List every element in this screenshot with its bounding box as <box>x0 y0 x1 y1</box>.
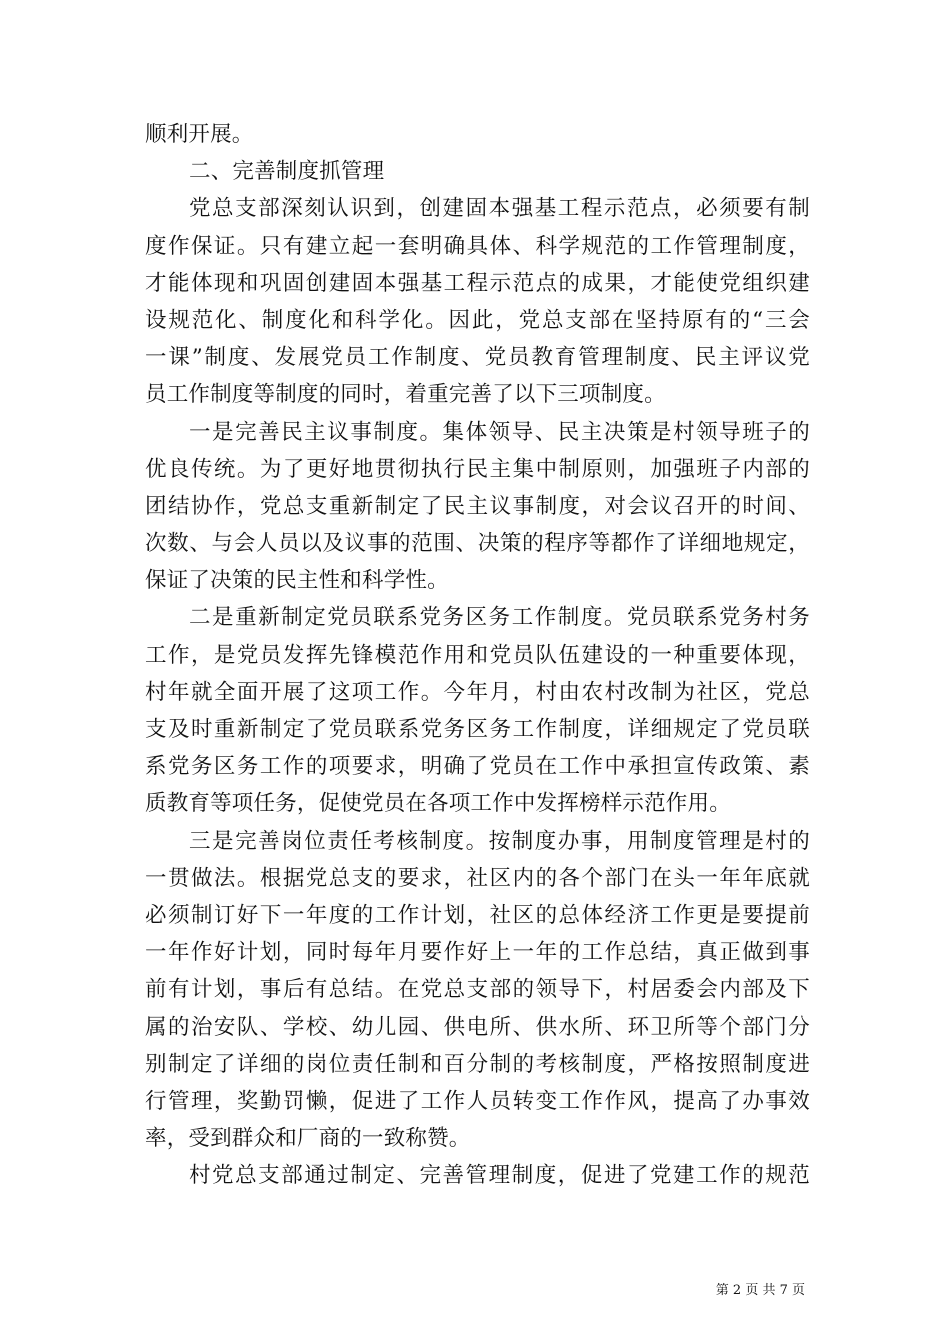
text-line: 必须制订好下一年度的工作计划，社区的总体经济工作更是要提前 <box>145 902 810 928</box>
text-line: 二是重新制定党员联系党务区务工作制度。党员联系党务村务 <box>189 605 810 631</box>
document-body <box>145 116 810 1194</box>
text-line: 前有计划，事后有总结。在党总支部的领导下，村居委会内部及下 <box>145 977 810 1003</box>
text-line: 员工作制度等制度的同时，着重完善了以下三项制度。 <box>145 382 666 408</box>
text-line: 一贯做法。根据党总支的要求，社区内的各个部门在头一年年底就 <box>145 865 810 891</box>
text-line: 行管理，奖勤罚懒，促进了工作人员转变工作作风，提高了办事效 <box>145 1088 810 1114</box>
text-line: 工作，是党员发挥先锋模范作用和党员队伍建设的一种重要体现， <box>145 642 810 668</box>
text-line: 团结协作，党总支重新制定了民主议事制度，对会议召开的时间、 <box>145 493 810 519</box>
text-line: 次数、与会人员以及议事的范围、决策的程序等都作了详细地规定， <box>145 531 810 557</box>
text-line: 别制定了详细的岗位责任制和百分制的考核制度，严格按照制度进 <box>145 1051 810 1077</box>
text-line: 顺利开展。 <box>145 122 254 147</box>
text-line: 一课”制度、发展党员工作制度、党员教育管理制度、民主评议党 <box>145 345 810 371</box>
text-line: 一年作好计划，同时每年月要作好上一年的工作总结，真正做到事 <box>145 940 810 966</box>
text-line: 度作保证。只有建立起一套明确具体、科学规范的工作管理制度， <box>145 233 810 259</box>
page-number: 第 2 页 共 7 页 <box>715 1283 805 1298</box>
text-line: 率，受到群众和厂商的一致称赞。 <box>145 1126 471 1152</box>
text-line: 优良传统。为了更好地贯彻执行民主集中制原则，加强班子内部的 <box>145 456 810 482</box>
text-line: 设规范化、制度化和科学化。因此，党总支部在坚持原有的“三会 <box>145 307 810 333</box>
text-line: 村年就全面开展了这项工作。今年月，村由农村改制为社区，党总 <box>145 679 810 705</box>
text-line: 属的治安队、学校、幼儿园、供电所、供水所、环卫所等个部门分 <box>145 1014 810 1040</box>
text-line: 质教育等项任务，促使党员在各项工作中发挥榜样示范作用。 <box>145 791 731 817</box>
text-line: 支及时重新制定了党员联系党务区务工作制度，详细规定了党员联 <box>145 717 810 742</box>
text-line: 保证了决策的民主性和科学性。 <box>145 568 449 594</box>
text-line: 才能体现和巩固创建固本强基工程示范点的成果，才能使党组织建 <box>145 270 810 296</box>
text-line: 党总支部深刻认识到，创建固本强基工程示范点，必须要有制 <box>189 196 810 222</box>
text-line: 三是完善岗位责任考核制度。按制度办事，用制度管理是村的 <box>189 828 810 854</box>
section-heading: 二、完善制度抓管理 <box>189 159 385 185</box>
text-line: 系党务区务工作的项要求，明确了党员在工作中承担宣传政策、素 <box>145 754 810 780</box>
text-line: 村党总支部通过制定、完善管理制度，促进了党建工作的规范 <box>189 1163 810 1189</box>
text-line: 一是完善民主议事制度。集体领导、民主决策是村领导班子的 <box>189 419 810 445</box>
